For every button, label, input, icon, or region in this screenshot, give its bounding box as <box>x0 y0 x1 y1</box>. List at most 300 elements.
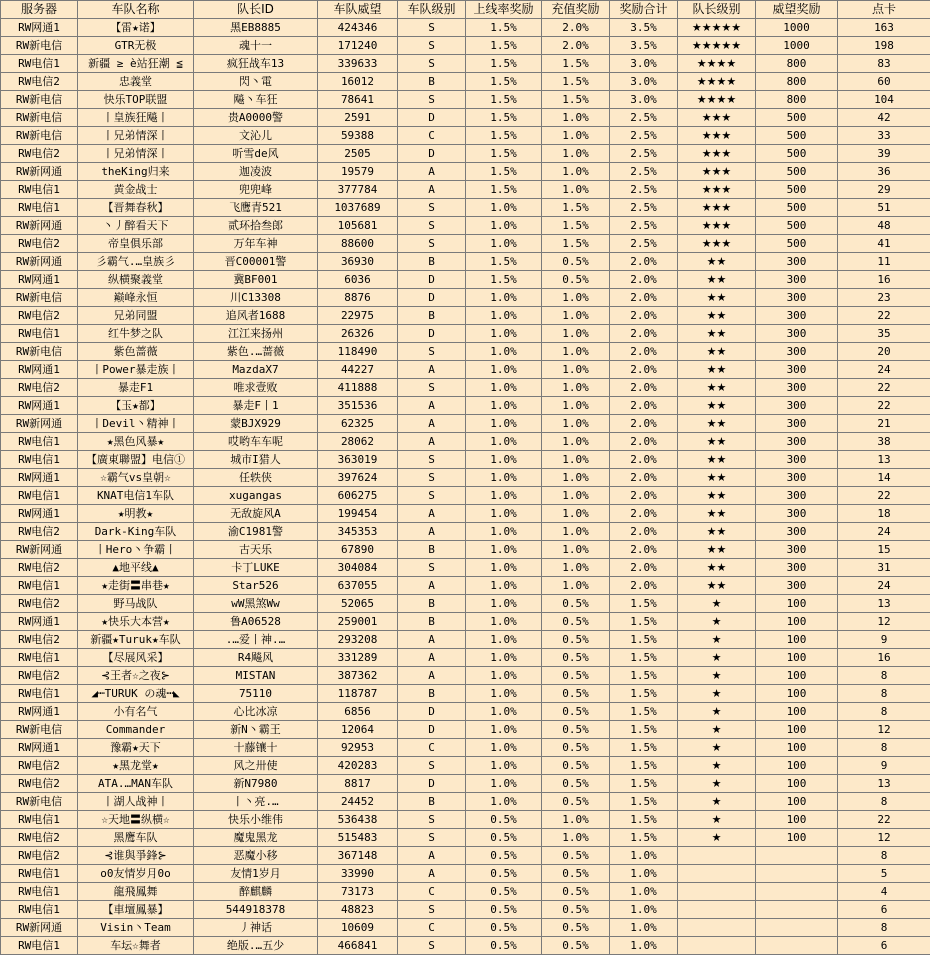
cell-captain-id: 哎哟车车呢 <box>194 433 318 451</box>
cell-online-reward: 1.0% <box>466 433 542 451</box>
cell-team-prestige: 466841 <box>318 937 398 955</box>
cell-recharge-reward: 1.0% <box>542 523 610 541</box>
cell-server: RW电信1 <box>1 325 78 343</box>
cell-prestige-reward: 300 <box>756 487 838 505</box>
cell-team-prestige: 367148 <box>318 847 398 865</box>
cell-points-card: 15 <box>838 541 930 559</box>
cell-captain-level: ★★★★★ <box>678 37 756 55</box>
cell-prestige-reward: 100 <box>756 739 838 757</box>
cell-team-level: S <box>398 937 466 955</box>
cell-captain-id: 城市I猎人 <box>194 451 318 469</box>
cell-prestige-reward: 100 <box>756 721 838 739</box>
cell-recharge-reward: 2.0% <box>542 37 610 55</box>
cell-prestige-reward: 300 <box>756 433 838 451</box>
cell-team-prestige: 293208 <box>318 631 398 649</box>
cell-reward-total: 1.5% <box>610 703 678 721</box>
cell-reward-total: 2.0% <box>610 523 678 541</box>
cell-captain-level: ★ <box>678 613 756 631</box>
cell-captain-id: 万年车神 <box>194 235 318 253</box>
cell-recharge-reward: 1.0% <box>542 325 610 343</box>
cell-online-reward: 0.5% <box>466 811 542 829</box>
cell-team-level: D <box>398 109 466 127</box>
cell-online-reward: 1.0% <box>466 487 542 505</box>
cell-reward-total: 2.0% <box>610 487 678 505</box>
cell-captain-level: ★★ <box>678 559 756 577</box>
cell-captain-level <box>678 901 756 919</box>
table-row <box>1 199 930 217</box>
cell-team-name: 快乐TOP联盟 <box>78 91 194 109</box>
cell-captain-id: 十藤镶十 <box>194 739 318 757</box>
cell-team-level: C <box>398 127 466 145</box>
cell-reward-total: 2.5% <box>610 235 678 253</box>
cell-online-reward: 1.5% <box>466 163 542 181</box>
cell-online-reward: 1.0% <box>466 415 542 433</box>
cell-captain-level: ★★★ <box>678 181 756 199</box>
cell-online-reward: 1.0% <box>466 721 542 739</box>
cell-prestige-reward: 100 <box>756 757 838 775</box>
cell-prestige-reward: 500 <box>756 217 838 235</box>
table-row <box>1 793 930 811</box>
cell-reward-total: 1.0% <box>610 937 678 955</box>
cell-captain-id: 风之卅使 <box>194 757 318 775</box>
table-row <box>1 325 930 343</box>
cell-points-card: 8 <box>838 667 930 685</box>
cell-server: RW电信2 <box>1 559 78 577</box>
cell-team-level: B <box>398 613 466 631</box>
cell-online-reward: 0.5% <box>466 919 542 937</box>
cell-captain-id: 新N丶霸王 <box>194 721 318 739</box>
cell-team-name: 紫色蔷薇 <box>78 343 194 361</box>
cell-online-reward: 1.5% <box>466 73 542 91</box>
cell-captain-level: ★★ <box>678 415 756 433</box>
cell-team-name: 龍飛鳳舞 <box>78 883 194 901</box>
cell-team-prestige: 62325 <box>318 415 398 433</box>
cell-reward-total: 2.5% <box>610 145 678 163</box>
cell-team-prestige: 105681 <box>318 217 398 235</box>
cell-team-name: ⊰王者☆之夜⊱ <box>78 667 194 685</box>
cell-recharge-reward: 1.0% <box>542 415 610 433</box>
cell-team-prestige: 6856 <box>318 703 398 721</box>
cell-points-card: 4 <box>838 883 930 901</box>
cell-online-reward: 1.0% <box>466 757 542 775</box>
cell-captain-id: 紫色.…蔷薇 <box>194 343 318 361</box>
cell-server: RW电信1 <box>1 55 78 73</box>
cell-team-level: B <box>398 73 466 91</box>
cell-team-level: S <box>398 487 466 505</box>
cell-captain-level: ★★ <box>678 577 756 595</box>
cell-reward-total: 2.5% <box>610 127 678 145</box>
cell-points-card: 21 <box>838 415 930 433</box>
cell-points-card: 13 <box>838 595 930 613</box>
table-row <box>1 145 930 163</box>
cell-points-card: 39 <box>838 145 930 163</box>
table-row <box>1 73 930 91</box>
cell-captain-id: 贵A0000警 <box>194 109 318 127</box>
cell-team-prestige: 118787 <box>318 685 398 703</box>
cell-server: RW电信1 <box>1 577 78 595</box>
cell-server: RW网通1 <box>1 739 78 757</box>
cell-captain-id: 听雪de风 <box>194 145 318 163</box>
cell-captain-level: ★ <box>678 721 756 739</box>
cell-team-level: A <box>398 631 466 649</box>
cell-prestige-reward: 500 <box>756 199 838 217</box>
cell-recharge-reward: 0.5% <box>542 937 610 955</box>
cell-captain-id: 544918378 <box>194 901 318 919</box>
cell-team-level: S <box>398 343 466 361</box>
cell-team-name: 黑鹰车队 <box>78 829 194 847</box>
cell-captain-level: ★★★ <box>678 127 756 145</box>
cell-prestige-reward: 300 <box>756 379 838 397</box>
cell-team-name: 暴走F1 <box>78 379 194 397</box>
cell-captain-level: ★ <box>678 649 756 667</box>
cell-server: RW电信2 <box>1 523 78 541</box>
cell-recharge-reward: 2.0% <box>542 19 610 37</box>
cell-points-card: 11 <box>838 253 930 271</box>
cell-team-name: 新疆 ≥ è站狂潮 ≦ <box>78 55 194 73</box>
cell-captain-level: ★★★ <box>678 109 756 127</box>
cell-captain-level: ★★ <box>678 361 756 379</box>
cell-prestige-reward: 100 <box>756 631 838 649</box>
cell-online-reward: 1.0% <box>466 739 542 757</box>
cell-captain-level: ★★★ <box>678 163 756 181</box>
cell-captain-id: 心比冰凉 <box>194 703 318 721</box>
cell-captain-level: ★ <box>678 757 756 775</box>
cell-team-level: A <box>398 523 466 541</box>
cell-captain-id: 兜兜峰 <box>194 181 318 199</box>
table-row <box>1 379 930 397</box>
cell-points-card: 35 <box>838 325 930 343</box>
cell-team-prestige: 2591 <box>318 109 398 127</box>
cell-reward-total: 1.5% <box>610 775 678 793</box>
table-row <box>1 523 930 541</box>
cell-captain-id: 魔鬼黑龙 <box>194 829 318 847</box>
cell-online-reward: 1.5% <box>466 181 542 199</box>
cell-captain-level: ★ <box>678 685 756 703</box>
cell-team-level: S <box>398 901 466 919</box>
cell-online-reward: 1.5% <box>466 19 542 37</box>
table-row <box>1 739 930 757</box>
cell-prestige-reward: 100 <box>756 829 838 847</box>
cell-online-reward: 1.5% <box>466 109 542 127</box>
table-row <box>1 937 930 955</box>
cell-captain-level: ★ <box>678 775 756 793</box>
cell-team-level: A <box>398 577 466 595</box>
cell-online-reward: 1.0% <box>466 325 542 343</box>
cell-prestige-reward: 500 <box>756 127 838 145</box>
cell-team-prestige: 67890 <box>318 541 398 559</box>
cell-team-prestige: 59388 <box>318 127 398 145</box>
cell-server: RW新电信 <box>1 127 78 145</box>
table-row <box>1 613 930 631</box>
cell-points-card: 13 <box>838 451 930 469</box>
cell-online-reward: 1.0% <box>466 595 542 613</box>
cell-reward-total: 2.5% <box>610 163 678 181</box>
cell-online-reward: 1.0% <box>466 469 542 487</box>
cell-prestige-reward: 300 <box>756 541 838 559</box>
cell-reward-total: 3.0% <box>610 91 678 109</box>
cell-captain-level: ★ <box>678 595 756 613</box>
cell-online-reward: 1.0% <box>466 235 542 253</box>
cell-team-level: A <box>398 865 466 883</box>
cell-points-card: 22 <box>838 397 930 415</box>
cell-reward-total: 2.0% <box>610 469 678 487</box>
cell-points-card: 22 <box>838 487 930 505</box>
cell-prestige-reward: 100 <box>756 685 838 703</box>
cell-online-reward: 1.0% <box>466 541 542 559</box>
table-row <box>1 307 930 325</box>
cell-server: RW新网通 <box>1 541 78 559</box>
cell-captain-id: 暴走F丨1 <box>194 397 318 415</box>
cell-team-prestige: 2505 <box>318 145 398 163</box>
cell-captain-level: ★★ <box>678 541 756 559</box>
cell-prestige-reward: 100 <box>756 793 838 811</box>
cell-team-level: D <box>398 703 466 721</box>
cell-captain-level: ★★★★ <box>678 55 756 73</box>
cell-online-reward: 1.0% <box>466 307 542 325</box>
cell-captain-id: 唯求壹败 <box>194 379 318 397</box>
cell-recharge-reward: 1.0% <box>542 811 610 829</box>
cell-reward-total: 1.0% <box>610 865 678 883</box>
cell-server: RW电信2 <box>1 595 78 613</box>
cell-online-reward: 1.0% <box>466 793 542 811</box>
cell-team-prestige: 48823 <box>318 901 398 919</box>
cell-online-reward: 1.0% <box>466 685 542 703</box>
table-row <box>1 451 930 469</box>
cell-reward-total: 2.0% <box>610 397 678 415</box>
cell-team-prestige: 26326 <box>318 325 398 343</box>
cell-captain-id: R4飚风 <box>194 649 318 667</box>
cell-server: RW网通1 <box>1 469 78 487</box>
cell-captain-id: Star526 <box>194 577 318 595</box>
cell-points-card: 24 <box>838 577 930 595</box>
cell-server: RW网通1 <box>1 613 78 631</box>
cell-points-card: 29 <box>838 181 930 199</box>
cell-online-reward: 0.5% <box>466 901 542 919</box>
cell-recharge-reward: 1.0% <box>542 109 610 127</box>
cell-team-prestige: 73173 <box>318 883 398 901</box>
cell-captain-level: ★ <box>678 631 756 649</box>
cell-captain-level: ★★ <box>678 253 756 271</box>
cell-team-prestige: 515483 <box>318 829 398 847</box>
cell-server: RW网通1 <box>1 505 78 523</box>
cell-captain-level: ★ <box>678 667 756 685</box>
cell-points-card: 38 <box>838 433 930 451</box>
cell-prestige-reward: 300 <box>756 343 838 361</box>
cell-team-name: Visin丶Team <box>78 919 194 937</box>
header-team-level: 车队级别 <box>398 1 466 19</box>
cell-points-card: 24 <box>838 523 930 541</box>
cell-recharge-reward: 1.0% <box>542 469 610 487</box>
cell-captain-id: 丨丶亮.… <box>194 793 318 811</box>
cell-team-prestige: 637055 <box>318 577 398 595</box>
cell-server: RW电信1 <box>1 487 78 505</box>
cell-reward-total: 2.0% <box>610 253 678 271</box>
cell-team-level: B <box>398 595 466 613</box>
table-row <box>1 91 930 109</box>
cell-prestige-reward: 800 <box>756 73 838 91</box>
cell-team-level: S <box>398 199 466 217</box>
cell-captain-id: 贰环拾叁郎 <box>194 217 318 235</box>
cell-prestige-reward: 300 <box>756 505 838 523</box>
cell-reward-total: 1.5% <box>610 811 678 829</box>
header-points-card: 点卡 <box>838 1 930 19</box>
cell-online-reward: 1.0% <box>466 577 542 595</box>
table-row <box>1 703 930 721</box>
cell-prestige-reward: 300 <box>756 253 838 271</box>
cell-prestige-reward: 300 <box>756 451 838 469</box>
cell-prestige-reward: 500 <box>756 145 838 163</box>
cell-team-prestige: 19579 <box>318 163 398 181</box>
cell-team-name: theKing归来 <box>78 163 194 181</box>
cell-recharge-reward: 0.5% <box>542 883 610 901</box>
cell-captain-level: ★★ <box>678 307 756 325</box>
cell-captain-level: ★★ <box>678 451 756 469</box>
cell-team-prestige: 92953 <box>318 739 398 757</box>
cell-team-name: 【玉★都】 <box>78 397 194 415</box>
cell-prestige-reward <box>756 937 838 955</box>
cell-reward-total: 2.0% <box>610 577 678 595</box>
cell-team-name: 巅峰永恒 <box>78 289 194 307</box>
cell-team-prestige: 171240 <box>318 37 398 55</box>
cell-recharge-reward: 1.0% <box>542 487 610 505</box>
cell-points-card: 13 <box>838 775 930 793</box>
cell-recharge-reward: 1.0% <box>542 541 610 559</box>
cell-team-level: A <box>398 163 466 181</box>
cell-captain-level: ★ <box>678 739 756 757</box>
cell-team-name: 兄弟同盟 <box>78 307 194 325</box>
cell-server: RW新网通 <box>1 253 78 271</box>
cell-captain-id: 冀BF001 <box>194 271 318 289</box>
cell-captain-id: 卡丁LUKE <box>194 559 318 577</box>
cell-captain-level: ★★ <box>678 505 756 523</box>
cell-points-card: 36 <box>838 163 930 181</box>
cell-server: RW电信1 <box>1 883 78 901</box>
cell-server: RW电信2 <box>1 307 78 325</box>
cell-points-card: 14 <box>838 469 930 487</box>
cell-prestige-reward: 500 <box>756 181 838 199</box>
cell-recharge-reward: 1.0% <box>542 505 610 523</box>
cell-team-name: 彡霸气.…皇族彡 <box>78 253 194 271</box>
table-row <box>1 361 930 379</box>
cell-reward-total: 2.0% <box>610 289 678 307</box>
cell-points-card: 51 <box>838 199 930 217</box>
cell-captain-level: ★★ <box>678 343 756 361</box>
table-row <box>1 415 930 433</box>
cell-recharge-reward: 1.5% <box>542 217 610 235</box>
cell-points-card: 31 <box>838 559 930 577</box>
cell-reward-total: 2.0% <box>610 271 678 289</box>
cell-captain-id: 任轶侠 <box>194 469 318 487</box>
cell-reward-total: 2.0% <box>610 505 678 523</box>
cell-server: RW电信1 <box>1 685 78 703</box>
cell-points-card: 198 <box>838 37 930 55</box>
cell-captain-level: ★★ <box>678 469 756 487</box>
cell-captain-level <box>678 937 756 955</box>
cell-server: RW电信2 <box>1 847 78 865</box>
cell-team-level: S <box>398 829 466 847</box>
cell-prestige-reward: 300 <box>756 271 838 289</box>
cell-online-reward: 1.0% <box>466 361 542 379</box>
cell-captain-level: ★ <box>678 703 756 721</box>
cell-captain-id: 魂十一 <box>194 37 318 55</box>
cell-team-level: A <box>398 847 466 865</box>
table-row <box>1 811 930 829</box>
cell-points-card: 12 <box>838 829 930 847</box>
cell-team-name: 新疆★Turuk★车队 <box>78 631 194 649</box>
cell-captain-id: MISTAN <box>194 667 318 685</box>
cell-captain-id: 75110 <box>194 685 318 703</box>
table-row <box>1 433 930 451</box>
cell-online-reward: 1.0% <box>466 523 542 541</box>
cell-prestige-reward: 800 <box>756 55 838 73</box>
cell-team-name: KNAT电信1车队 <box>78 487 194 505</box>
cell-team-level: D <box>398 145 466 163</box>
cell-points-card: 9 <box>838 631 930 649</box>
cell-server: RW电信2 <box>1 235 78 253</box>
cell-team-level: A <box>398 667 466 685</box>
cell-team-level: S <box>398 811 466 829</box>
cell-recharge-reward: 1.0% <box>542 163 610 181</box>
cell-team-level: D <box>398 325 466 343</box>
cell-online-reward: 1.0% <box>466 343 542 361</box>
cell-reward-total: 2.0% <box>610 361 678 379</box>
cell-online-reward: 0.5% <box>466 865 542 883</box>
cell-prestige-reward: 100 <box>756 703 838 721</box>
cell-captain-id: 友情1岁月 <box>194 865 318 883</box>
cell-online-reward: 1.0% <box>466 631 542 649</box>
cell-server: RW新电信 <box>1 793 78 811</box>
cell-team-prestige: 345353 <box>318 523 398 541</box>
header-prestige-reward: 威望奖励 <box>756 1 838 19</box>
cell-recharge-reward: 0.5% <box>542 847 610 865</box>
cell-server: RW电信2 <box>1 145 78 163</box>
cell-team-name: 【車壇鳳暴】 <box>78 901 194 919</box>
cell-points-card: 83 <box>838 55 930 73</box>
table-row <box>1 919 930 937</box>
cell-recharge-reward: 0.5% <box>542 271 610 289</box>
cell-team-level: A <box>398 361 466 379</box>
cell-points-card: 20 <box>838 343 930 361</box>
table-row <box>1 577 930 595</box>
cell-points-card: 42 <box>838 109 930 127</box>
cell-team-name: 【尽展风采】 <box>78 649 194 667</box>
cell-online-reward: 1.0% <box>466 289 542 307</box>
cell-team-prestige: 44227 <box>318 361 398 379</box>
cell-team-name: 豫霸★天下 <box>78 739 194 757</box>
cell-reward-total: 1.5% <box>610 793 678 811</box>
cell-server: RW电信1 <box>1 451 78 469</box>
cell-captain-level: ★ <box>678 811 756 829</box>
header-team-prestige: 车队威望 <box>318 1 398 19</box>
table-row <box>1 289 930 307</box>
cell-captain-level: ★★★ <box>678 235 756 253</box>
table-row <box>1 163 930 181</box>
cell-captain-id: 江江来扬州 <box>194 325 318 343</box>
cell-reward-total: 3.0% <box>610 55 678 73</box>
cell-online-reward: 1.5% <box>466 127 542 145</box>
cell-reward-total: 1.0% <box>610 847 678 865</box>
cell-server: RW网通1 <box>1 361 78 379</box>
cell-points-card: 5 <box>838 865 930 883</box>
cell-recharge-reward: 1.0% <box>542 559 610 577</box>
cell-team-name: Dark-King车队 <box>78 523 194 541</box>
cell-online-reward: 1.0% <box>466 217 542 235</box>
cell-online-reward: 1.0% <box>466 505 542 523</box>
cell-reward-total: 1.5% <box>610 649 678 667</box>
cell-points-card: 16 <box>838 649 930 667</box>
cell-server: RW网通1 <box>1 703 78 721</box>
cell-team-name: 【晋舞春秋】 <box>78 199 194 217</box>
